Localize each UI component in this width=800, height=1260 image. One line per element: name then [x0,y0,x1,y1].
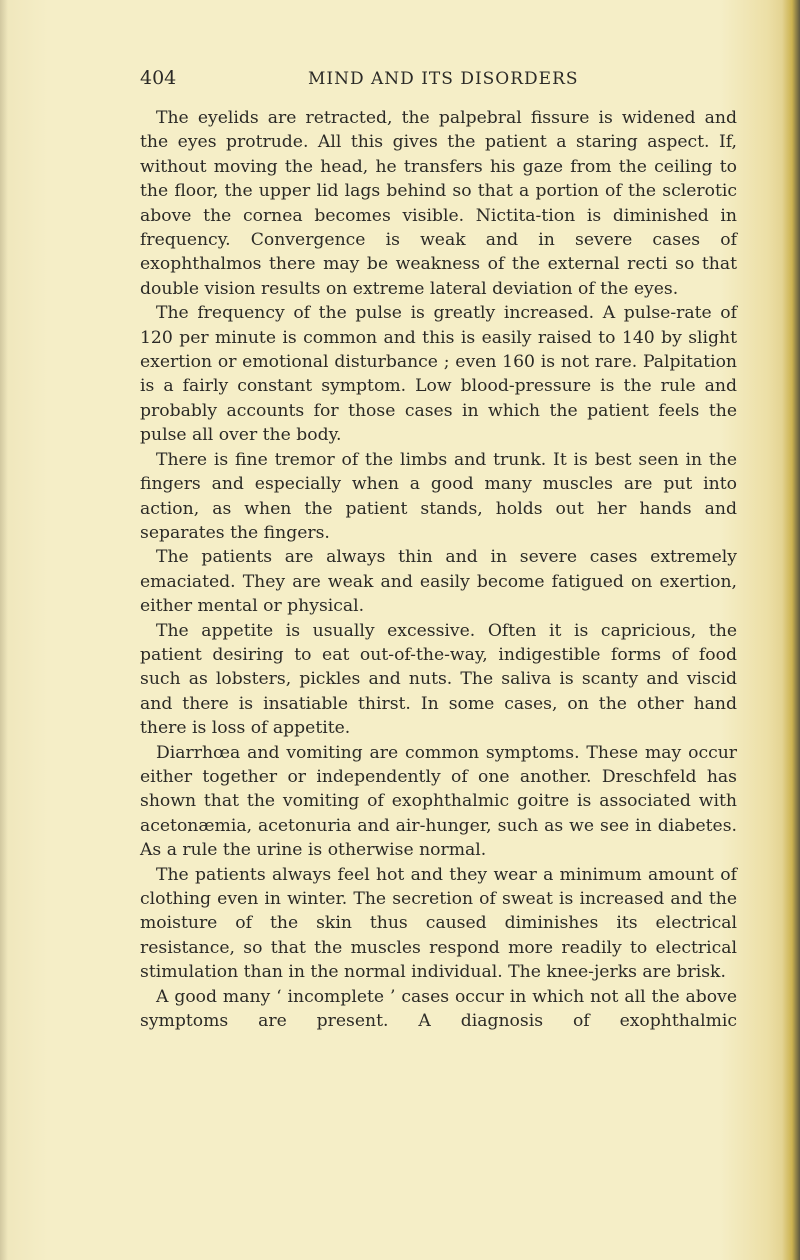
paragraph-incomplete-cases: A good many ‘ incomplete ’ cases occur in which not all the above symptoms are present. A diagnosis of exophthalmic [140,986,737,1032]
paragraph-appetite: The appetite is usually excessive. Often it is capricious, the patient desiring to eat out-of-the-way, indigestible forms of food such as lobsters, pickles and nuts. The saliva is scanty and viscid and there is insatiable thirst. In some cases, on the other hand there is loss of appetite. [140,620,737,739]
page-gutter-shadow [0,0,8,1260]
page-edge [782,0,800,1260]
paragraph-pulse: The frequency of the pulse is greatly increased. A pulse-rate of 120 per minute is common and this is easily raised to 140 by slight exertion or emotional disturbance ; even 160 is not rare. Palpitation is a fairly constant symptom. Low blood-pressure is the rule and probably accounts for those cases in which the patient feels the pulse all over the body. [140,303,737,446]
paragraph-emaciation: The patients are always thin and in severe cases extremely emaciated. They are weak and easily become fatigued on exertion, either mental or physical. [140,547,737,617]
paragraph-heat: The patients always feel hot and they wear a minimum amount of clothing even in winter. The secretion of sweat is increased and the moisture of the skin thus caused diminishes its electrical resistance, so that the muscles respond more readily to electrical stimulation than in the normal individual. The knee-jerks are brisk. [140,864,737,983]
paragraph-diarrhoea: Diarrhœa and vomiting are common symptoms. These may occur either together or independently of one another. Dreschfeld has shown that the vomiting of exophthalmic goitre is associated with acetonæmia, acetonuria and air-hunger, such as we see in diabetes. As a rule the urine is otherwise normal. [140,742,737,861]
running-title: MIND AND ITS DISORDERS [308,69,579,89]
body-text [140,106,737,1033]
paragraph-eyes: The eyelids are retracted, the palpebral fissure is widened and the eyes protrude. All this gives the patient a staring aspect. If, without moving the head, he transfers his gaze from the ceiling to the floor, the upper lid lags behind so that a portion of the sclerotic above the cornea becomes visible. Nictita-tion is diminished in frequency. Convergence is weak and in severe cases of exophthalmos there may be weakness of the external recti so that double vision results on extreme lateral deviation of the eyes. [140,108,737,299]
page-header [140,67,740,93]
paragraph-tremor: There is fine tremor of the limbs and trunk. It is best seen in the fingers and especially when a good many muscles are put into action, as when the patient stands, holds out her hands and separates the fingers. [140,449,737,543]
page-number: 404 [140,67,177,89]
